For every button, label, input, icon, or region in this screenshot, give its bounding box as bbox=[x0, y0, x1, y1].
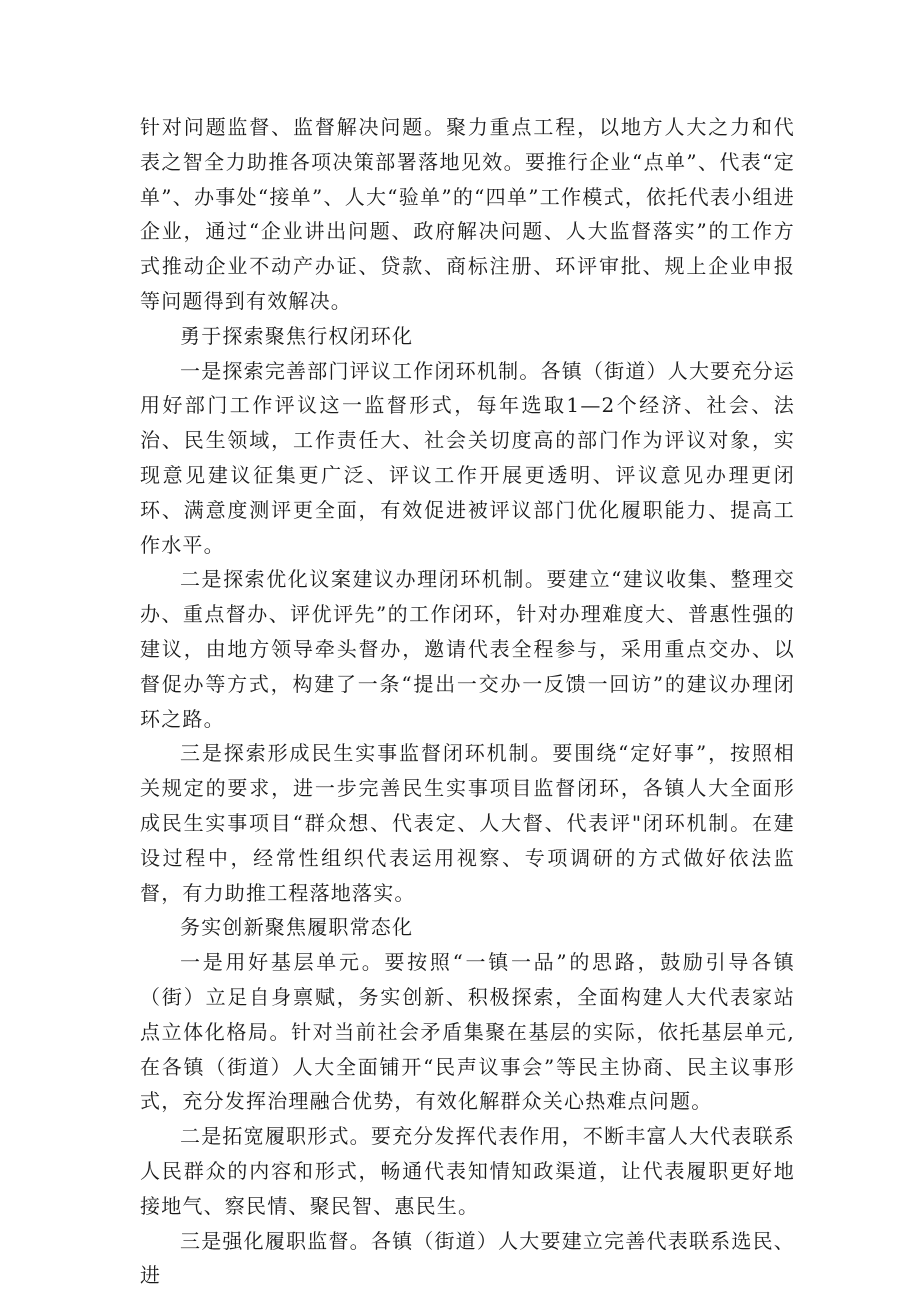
paragraph-proposal-handling: 二是探索优化议案建议办理闭环机制。要建立“建议收集、整理交办、重点督办、评优评先”的工作闭环，针对办理难度大、普惠性强的建议，由地方领导牵头督办，邀请代表全程参与，采用重点交办、以督促办等方式，构建了一条“提出一交办一反馈一回访”的建议办理闭环之路。 bbox=[140, 567, 795, 731]
document-body bbox=[140, 110, 795, 1293]
paragraph-duty-forms: 二是拓宽履职形式。要充分发挥代表作用，不断丰富人大代表联系人民群众的内容和形式，畅通代表知情知政渠道，让代表履职更好地接地气、察民情、聚民智、惠民生。 bbox=[140, 1124, 795, 1218]
section-heading-normalization: 务实创新聚焦履职常态化 bbox=[180, 915, 414, 940]
paragraph-continuation: 针对问题监督、监督解决问题。聚力重点工程，以地方人大之力和代表之智全力助推各项决策部署落地见效。要推行企业“点单”、代表“定单”、办事处“接单”、人大“验单”的“四单”工作模式，依托代表小组进企业，通过“企业讲出问题、政府解决问题、人大监督落实”的工作方式推动企业不动产办证、贷款、商标注册、环评审批、规上企业申报等问题得到有效解决。 bbox=[140, 115, 795, 313]
paragraph-department-review: 一是探索完善部门评议工作闭环机制。各镇（街道）人大要充分运用好部门工作评议这一监督形式，每年选取1—2个经济、社会、法治、民生领域，工作责任大、社会关切度高的部门作为评议对象，实现意见建议征集更广泛、评议工作开展更透明、评议意见办理更闭环、满意度测评更全面，有效促进被评议部门优化履职能力、提高工作水平。 bbox=[140, 358, 795, 557]
paragraph-duty-supervision: 三是强化履职监督。各镇（街道）人大要建立完善代表联系选民、进 bbox=[140, 1228, 795, 1288]
paragraph-livelihood-projects: 三是探索形成民生实事监督闭环机制。要围绕“定好事”，按照相关规定的要求，进一步完善民生实事项目监督闭环，各镇人大全面形成民生实事项目“群众想、代表定、人大督、代表评"闭环机制。在建设过程中，经常性组织代表运用视察、专项调研的方式做好依法监督，有力助推工程落地落实。 bbox=[140, 741, 795, 905]
paragraph-grassroots-units: 一是用好基层单元。要按照“一镇一品”的思路，鼓励引导各镇（街）立足自身禀赋，务实创新、积极探索，全面构建人大代表家站点立体化格局。针对当前社会矛盾集聚在基层的实际，依托基层单元,在各镇（街道）人大全面铺开“民声议事会”等民主协商、民主议事形式，充分发挥治理融合优势，有效化解群众关心热难点问题。 bbox=[140, 950, 795, 1114]
section-heading-closed-loop: 勇于探索聚焦行权闭环化 bbox=[180, 323, 414, 348]
